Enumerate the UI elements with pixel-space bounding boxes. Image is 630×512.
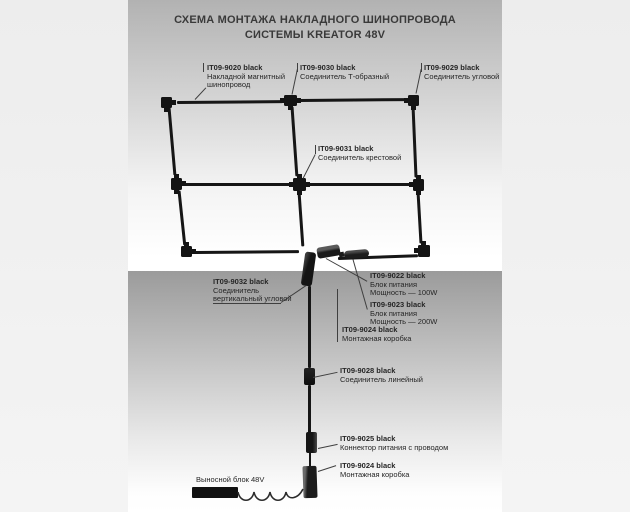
title-line-2: СИСТЕМЫ KREATOR 48V [244, 29, 386, 41]
corner-connector-node-bottom-right [418, 245, 430, 257]
connector-tab [184, 242, 189, 246]
connector-tab [174, 190, 179, 194]
label-vertical-corner-desc: Соединитель [213, 285, 260, 295]
connector-tab [416, 175, 421, 179]
connector-tab [404, 98, 408, 103]
label-psu-200w [370, 301, 437, 327]
connector-tab [411, 106, 416, 110]
remote-driver-block-item [192, 487, 238, 498]
connector-tab [280, 98, 284, 103]
label-psu-200w-desc: Блок питания [370, 308, 417, 318]
label-psu-100w-code: IT09-9022 black [370, 271, 426, 280]
label-psu-100w-desc: Мощность — 100W [370, 288, 438, 297]
connector-tab [192, 249, 196, 254]
label-linear-connector-desc: Соединитель линейный [340, 374, 423, 384]
corner-connector-node-top-right [408, 95, 419, 106]
leader-tick [203, 63, 204, 72]
label-track-desc: шинопровод [207, 80, 251, 89]
label-cross-connector [318, 145, 401, 162]
connector-tab [174, 174, 179, 178]
connector-tab [297, 174, 302, 178]
label-mount-box-bottom [340, 462, 409, 479]
label-psu-200w-code: IT09-9023 black [370, 300, 426, 309]
label-track-code: IT09-9020 black [207, 63, 263, 72]
label-mount-box-top [342, 326, 411, 343]
corner-connector-node-bottom-left [181, 246, 192, 257]
label-vertical-corner [213, 278, 292, 304]
label-linear-connector [340, 367, 423, 384]
connector-tab [288, 106, 293, 110]
label-mount-box-bottom-desc: Монтажная коробка [340, 469, 410, 479]
connector-tab [416, 191, 421, 195]
label-corner-connector-desc: Соединитель угловой [424, 71, 500, 81]
connector-tab [414, 248, 418, 253]
leader-tick [315, 145, 316, 154]
label-power-connector [340, 435, 448, 452]
label-linear-connector-code: IT09-9028 black [340, 366, 396, 375]
label-vertical-corner-code: IT09-9032 black [213, 277, 269, 286]
label-psu-100w [370, 272, 437, 298]
t-connector-node-mid-left [171, 178, 182, 190]
corner-connector-node-top-left [161, 97, 172, 108]
label-cross-connector-code: IT09-9031 black [318, 144, 374, 153]
label-mount-box-top-desc: Монтажная коробка [342, 333, 412, 343]
track-segment-wall-upper [308, 286, 311, 368]
label-mount-box-top-code: IT09-9024 black [342, 325, 398, 334]
label-track-desc: Накладной магнитный [207, 71, 286, 81]
connector-tab [182, 181, 186, 186]
page-title [128, 13, 502, 43]
connector-tab [164, 108, 169, 112]
title-line-1: СХЕМА МОНТАЖА НАКЛАДНОГО ШИНОПРОВОДА [174, 14, 456, 26]
cross-connector-node-center [293, 178, 306, 191]
t-connector-node-mid-right [413, 179, 424, 191]
t-connector-node-top-middle [284, 95, 297, 106]
label-t-connector [300, 64, 389, 81]
connector-tab [297, 98, 301, 103]
label-power-connector-code: IT09-9025 black [340, 434, 396, 443]
label-psu-200w-desc: Мощность — 200W [370, 317, 438, 326]
label-vertical-corner-desc: вертикальный угловой [213, 294, 292, 303]
track-segment-mid-left [185, 183, 291, 186]
label-corner-connector [424, 64, 499, 81]
connector-tab [306, 182, 310, 187]
label-mount-box-bottom-code: IT09-9024 black [340, 461, 396, 470]
leader-line-mount-box-top [337, 289, 338, 342]
label-t-connector-desc: Соединитель Т-образный [300, 71, 390, 81]
connector-tab [172, 100, 176, 105]
connector-tab [421, 241, 426, 245]
track-segment-mid-right [307, 183, 411, 186]
label-t-connector-code: IT09-9030 black [300, 63, 356, 72]
coiled-power-wire [236, 486, 308, 506]
power-connector-item [306, 432, 317, 453]
label-psu-100w-desc: Блок питания [370, 279, 417, 289]
label-corner-connector-code: IT09-9029 black [424, 63, 480, 72]
label-remote-block: Выносной блок 48V [196, 475, 265, 484]
label-cross-connector-desc: Соединитель крестовой [318, 152, 402, 162]
label-power-connector-desc: Коннектор питания с проводом [340, 442, 449, 452]
connector-tab [297, 191, 302, 195]
connector-tab [409, 182, 413, 187]
label-track [207, 64, 285, 90]
track-segment-wall-lower [308, 385, 311, 433]
connector-tab [289, 182, 293, 187]
